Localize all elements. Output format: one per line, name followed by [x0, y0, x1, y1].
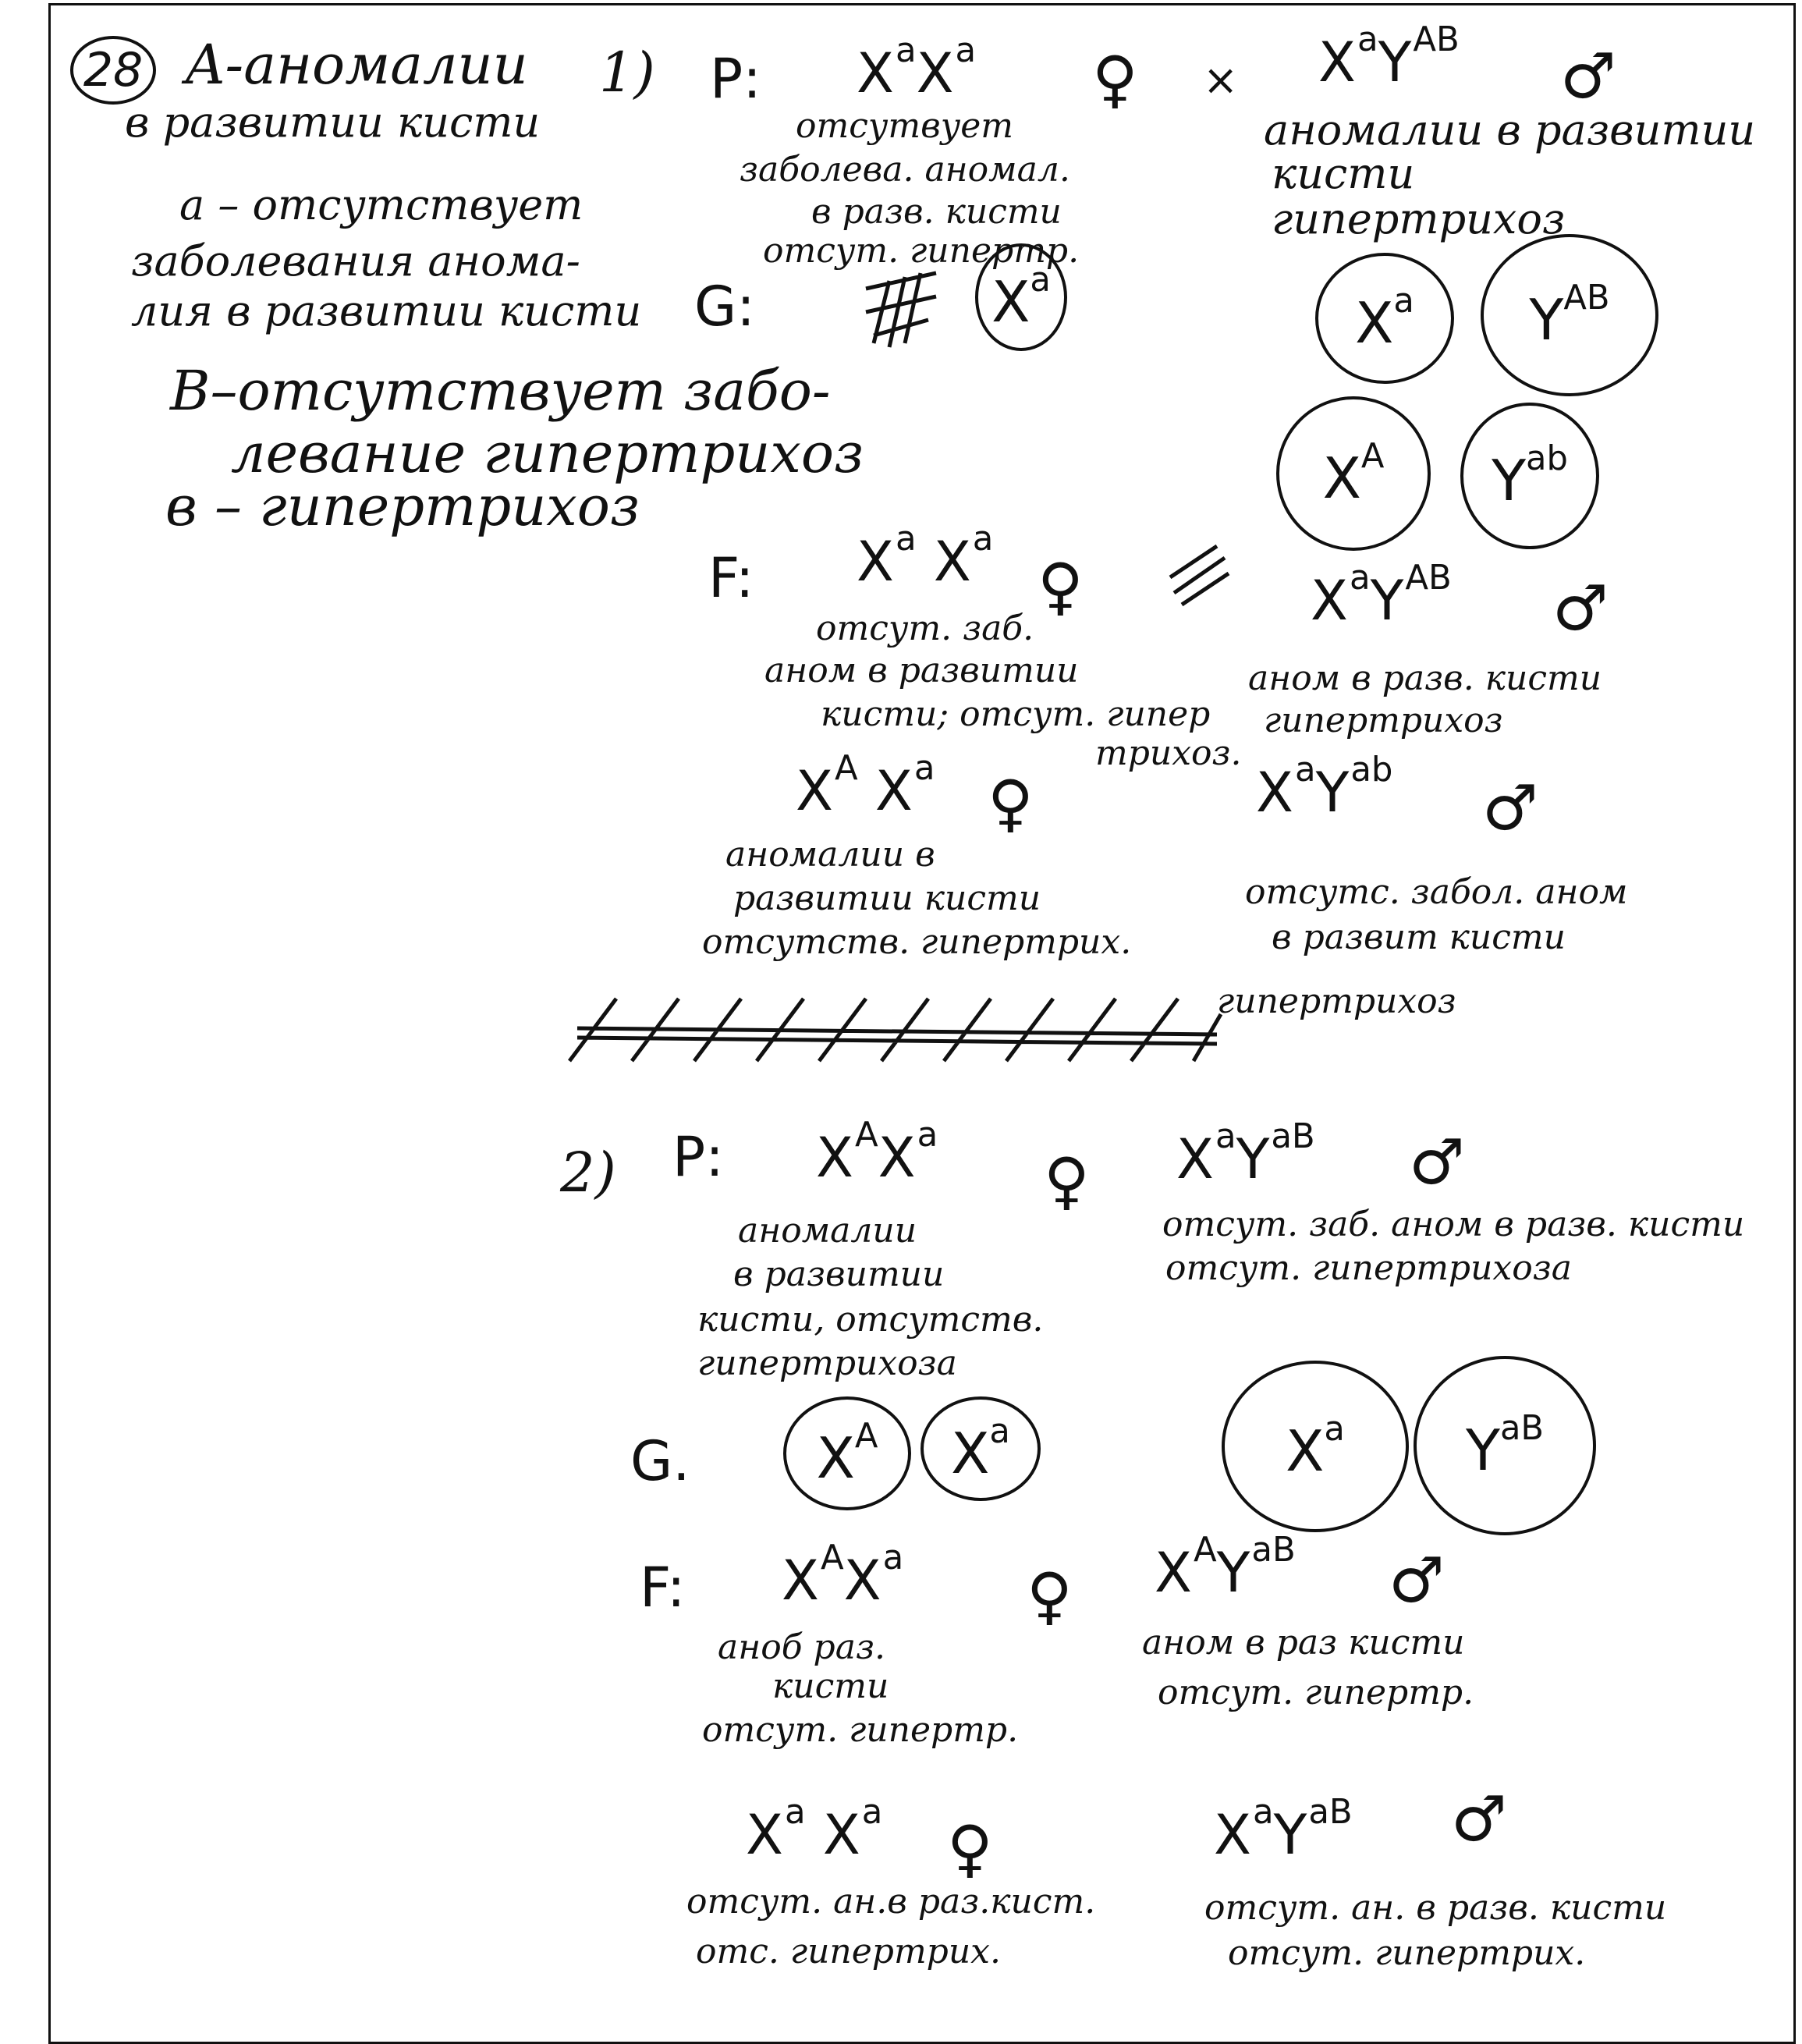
- cross1-male-x: X: [1318, 30, 1356, 95]
- cross1-P-label: P:: [710, 47, 761, 111]
- cross2-female-allele2: a: [917, 1116, 938, 1155]
- cross1-f4-desc3: гипертрихоз: [1217, 981, 1456, 1021]
- cross2-f4-desc2: отсут. гипертрих.: [1228, 1933, 1586, 1973]
- cross1-gamete-female-allele: a: [1030, 260, 1051, 300]
- cross1-f3-genotype: $X^A$ $X^a$: [796, 749, 935, 824]
- cross1-gamete-female: $X^a$: [975, 243, 1067, 351]
- cross2-f4-sign: ♂: [1451, 1783, 1507, 1855]
- cross1-f1-desc2: аном в развитии: [764, 651, 1079, 690]
- cross1-f2-genotype: $X^aY^{AB}$: [1311, 559, 1452, 633]
- cross2-male-genotype: $X^aY^{aB}$: [1176, 1117, 1315, 1192]
- cross1-male-desc2: кисти: [1272, 149, 1415, 198]
- legend-b-line1: в – гипертрихоз: [165, 474, 640, 538]
- scribble-gamete-struck: [866, 273, 936, 347]
- cross1-f4-allele1: a: [1294, 751, 1316, 790]
- cross2-male-y-alleles: aB: [1271, 1117, 1315, 1156]
- cross2-male-x-allele: a: [1215, 1117, 1236, 1156]
- cross2-gamete-male-2: $Y^{aB}$: [1414, 1356, 1596, 1535]
- cross2-f3-genotype: $X^a$ $X^a$: [746, 1793, 883, 1868]
- cross2-f1-sign: ♀: [1027, 1560, 1073, 1632]
- scribble-row-strike: [569, 999, 1221, 1061]
- cross2-f4-allele1: a: [1252, 1793, 1274, 1832]
- cross2-f2-genotype: $X^AY^{aB}$: [1155, 1531, 1296, 1606]
- cross2-gamete-male-2-allele: aB: [1499, 1408, 1545, 1448]
- cross2-f2-allele1: A: [1193, 1531, 1217, 1570]
- cross1-label: 1): [599, 41, 655, 105]
- cross1-gamete-male-4-allele: ab: [1526, 438, 1568, 478]
- cross1-female-desc3: в разв. кисти: [811, 192, 1062, 232]
- cross1-gamete-male-3-allele: A: [1360, 436, 1385, 476]
- cross2-f4-genotype: $X^aY^{aB}$: [1214, 1793, 1353, 1868]
- cross2-gamete-female-2: $X^a$: [921, 1396, 1041, 1501]
- cross2-f2-sign: ♂: [1389, 1544, 1445, 1616]
- cross1-f4-y-alleles: ab: [1350, 751, 1393, 790]
- cross2-G-label: G.: [630, 1429, 690, 1493]
- cross1-female-desc4: отсут. гипертр.: [763, 231, 1080, 271]
- cross2-f2-desc1: аном в раз кисти: [1142, 1623, 1465, 1663]
- cross2-f4-desc1: отсут. ан. в разв. кисти: [1204, 1888, 1667, 1928]
- legend-A-line1: A-аномалии: [186, 33, 528, 97]
- cross1-G-label: G:: [694, 275, 755, 339]
- cross1-female-allele2: a: [955, 31, 977, 70]
- cross1-female-desc1: отсутвует: [796, 106, 1013, 146]
- cross1-f1-desc4: трихоз.: [1095, 733, 1242, 773]
- cross1-f3-desc1: аномалии в: [725, 835, 935, 875]
- cross1-times: ×: [1203, 55, 1239, 105]
- cross1-male-desc1: аномалии в развитии: [1264, 105, 1756, 154]
- cross1-f1-desc1: отсут. заб.: [816, 609, 1034, 648]
- cross2-F-label: F:: [640, 1556, 686, 1620]
- legend-a-line2: заболевания анома-: [131, 236, 580, 286]
- cross2-f4-y-alleles: aB: [1308, 1793, 1353, 1832]
- legend-B-line2: левание гипертрихоз: [231, 421, 864, 485]
- cross2-f3-desc2: отс. гипертрих.: [696, 1932, 1001, 1971]
- cross1-F-label: F:: [708, 546, 754, 610]
- cross1-f3-sign: ♀: [988, 767, 1034, 839]
- cross1-f2-desc2: гипертрихоз: [1264, 701, 1503, 740]
- cross1-f1-allele2: a: [972, 520, 994, 559]
- cross1-f3-desc2: развитии кисти: [733, 878, 1041, 918]
- cross2-f3-desc1: отсут. ан.в раз.кист.: [686, 1882, 1096, 1922]
- cross2-f1-genotype: $X^AX^a$: [782, 1538, 904, 1613]
- cross1-male-x-allele: a: [1357, 20, 1378, 59]
- cross1-f1-genotype: $X^a$ $X^a$: [857, 520, 994, 594]
- cross2-f2-desc2: отсут. гипертр.: [1158, 1673, 1474, 1712]
- cross2-f3-sign: ♀: [947, 1812, 993, 1885]
- cross2-f1-desc2: кисти: [772, 1666, 889, 1706]
- cross1-f4-desc2: в развит кисти: [1272, 917, 1566, 957]
- cross2-female-desc4: гипертрихоза: [697, 1343, 957, 1383]
- cross1-gamete-male-4: $Y^{ab}$: [1460, 403, 1599, 549]
- legend-a-line3: лия в развитии кисти: [131, 286, 642, 335]
- scribble-f-struck: [1170, 546, 1229, 605]
- cross1-male-y-alleles: AB: [1413, 20, 1460, 59]
- cross2-male-desc1: отсут. заб. аном в разв. кисти: [1162, 1205, 1745, 1244]
- cross1-male-y: Y: [1378, 30, 1412, 95]
- cross2-female-desc3: кисти, отсутств.: [697, 1300, 1044, 1340]
- cross2-gamete-female-2-allele: a: [989, 1411, 1010, 1451]
- cross1-gamete-male-3: $X^A$: [1276, 396, 1431, 551]
- cross1-f1-sign: ♀: [1038, 550, 1084, 623]
- cross2-female-allele1: A: [854, 1116, 878, 1155]
- cross2-f3-allele1: a: [784, 1793, 806, 1832]
- cross2-female-desc1: аномалии: [738, 1211, 917, 1251]
- cross2-gamete-female-1: $X^A$: [783, 1396, 911, 1510]
- cross2-f3-allele2: a: [861, 1793, 883, 1832]
- cross2-label: 2): [560, 1141, 616, 1205]
- cross1-f2-allele1: a: [1349, 559, 1371, 598]
- cross1-gamete-male-2-allele: AB: [1563, 278, 1610, 318]
- cross2-f2-y-alleles: aB: [1251, 1531, 1296, 1570]
- cross1-f3-allele2: a: [913, 749, 935, 788]
- cross1-f3-allele1: A: [834, 749, 858, 788]
- cross1-male-sign: ♂: [1560, 40, 1616, 112]
- cross1-f4-genotype: $X^aY^{ab}$: [1256, 751, 1393, 825]
- cross2-female-genotype: $X^AX^a$: [816, 1116, 938, 1191]
- cross1-f2-sign: ♂: [1552, 572, 1609, 644]
- cross1-female-x2: X: [916, 41, 954, 106]
- cross1-f3-desc3: отсутств. гипертрих.: [702, 922, 1132, 962]
- cross1-female-desc2: заболева. аномал.: [740, 150, 1070, 190]
- cross1-f2-desc1: аном в разв. кисти: [1248, 658, 1602, 698]
- cross2-f1-allele2: a: [882, 1538, 904, 1577]
- legend-A-line2: в развитии кисти: [125, 98, 541, 147]
- cross2-f1-desc3: отсут. гипертр.: [702, 1710, 1019, 1750]
- cross2-male-desc2: отсут. гипертрихоза: [1165, 1248, 1572, 1288]
- legend-B-line1: B–отсутствует забо-: [170, 359, 831, 423]
- cross1-f1-allele1: a: [895, 520, 917, 559]
- cross1-female-sign: ♀: [1092, 43, 1138, 115]
- cross2-gamete-female-1-allele: A: [854, 1416, 878, 1456]
- cross2-f1-allele1: A: [820, 1538, 844, 1577]
- task-number: 28: [83, 43, 144, 98]
- legend-a-line1: a – отсутствует: [179, 180, 584, 229]
- cross2-P-label: P:: [672, 1125, 724, 1189]
- cross1-f4-sign: ♂: [1482, 772, 1538, 844]
- cross2-female-sign: ♀: [1044, 1144, 1090, 1217]
- cross1-male-desc3: гипертрихоз: [1272, 194, 1566, 243]
- cross1-f1-desc3: кисти; отсут. гипер: [821, 694, 1211, 734]
- cross1-female-allele1: a: [895, 31, 917, 70]
- cross2-female-desc2: в развитии: [733, 1254, 945, 1294]
- cross2-f1-desc1: аноб раз.: [718, 1627, 885, 1667]
- cross2-male-sign: ♂: [1409, 1126, 1465, 1198]
- cross1-gamete-male-2: $Y^{AB}$: [1481, 234, 1658, 396]
- cross1-f4-desc1: отсутс. забол. аном: [1245, 872, 1628, 912]
- cross2-gamete-male-1: $X^a$: [1222, 1361, 1409, 1532]
- cross1-gamete-male-1-allele: a: [1393, 281, 1414, 321]
- cross2-gamete-male-1-allele: a: [1324, 1409, 1345, 1449]
- cross1-f2-y-alleles: AB: [1405, 559, 1452, 598]
- cross1-gamete-male-1: $X^a$: [1315, 253, 1454, 384]
- cross1-female-x1: X: [857, 41, 894, 106]
